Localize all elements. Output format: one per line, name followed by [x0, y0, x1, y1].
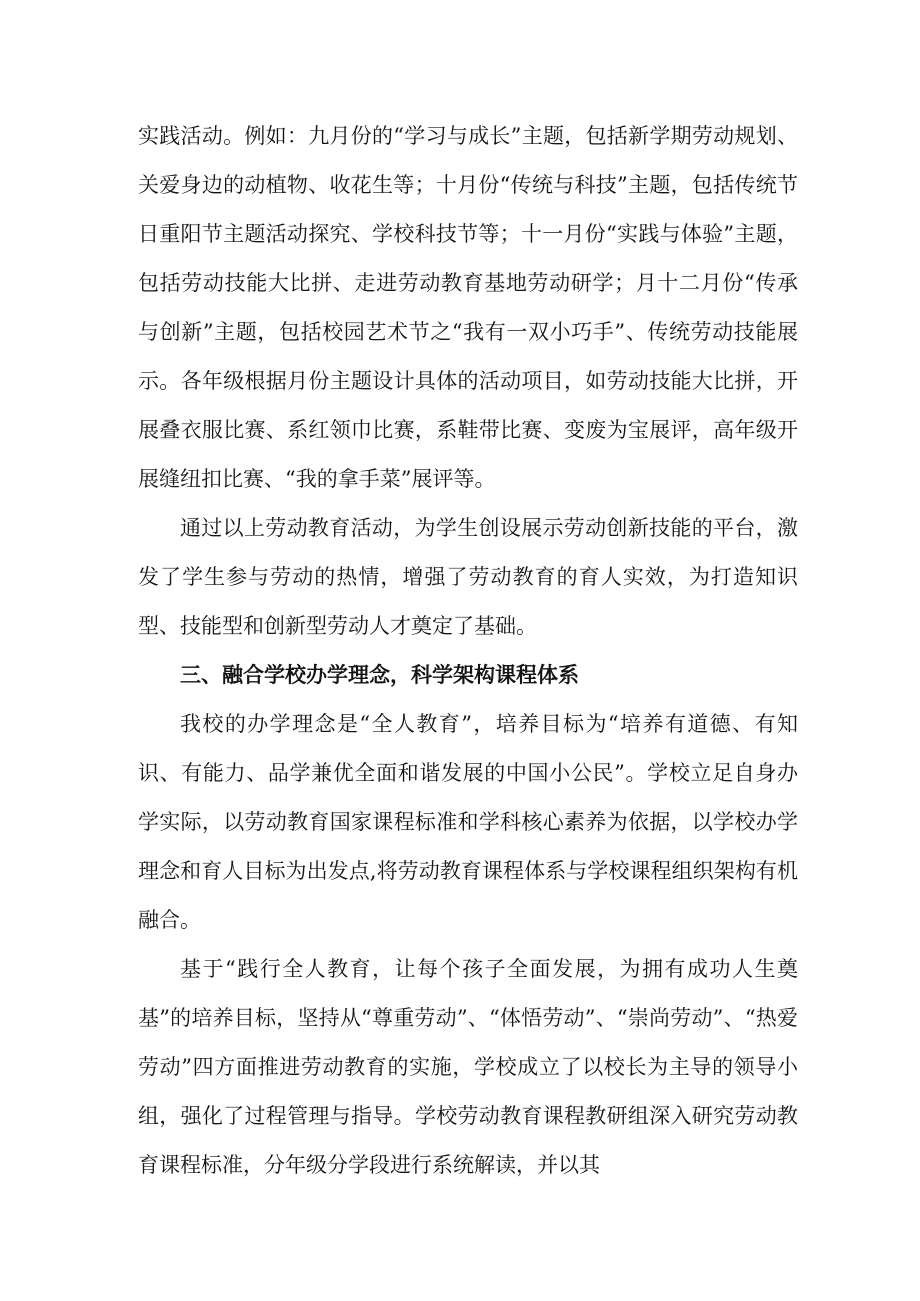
paragraph-training-goals: 基于“践行全人教育，让每个孩子全面发展，为拥有成功人生奠基”的培养目标，坚持从“尊重劳动”、“体悟劳动”、“崇尚劳动”、“热爱劳动”四方面推进劳动教育的实施，学校成立了以校长为主导的领导小组，强化了过程管理与指导。学校劳动教育课程教研组深入研究劳动教育课程标准，分年级分学段进行系统解读，并以其 [138, 957, 798, 1177]
paragraph-school-philosophy: 我校的办学理念是“全人教育”，培养目标为“培养有道德、有知识、有能力、品学兼优全面和谐发展的中国小公民”。学校立足自身办学实际，以劳动教育国家课程标准和学科核心素养为依据，以学校办学理念和育人目标为出发点,将劳动教育课程体系与学校课程组织架构有机融合。 [138, 712, 798, 932]
document-body [138, 112, 798, 1190]
paragraph-monthly-activities: 实践活动。例如：九月份的“学习与成长”主题，包括新学期劳动规划、关爱身边的动植物、收花生等；十月份“传统与科技”主题，包括传统节日重阳节主题活动探究、学校科技节等；十一月份“实践与体验”主题，包括劳动技能大比拼、走进劳动教育基地劳动研学；月十二月份“传承与创新”主题，包括校园艺术节之“我有一双小巧手”、传统劳动技能展示。各年级根据月份主题设计具体的活动项目，如劳动技能大比拼，开展叠衣服比赛、系红领巾比赛，系鞋带比赛、变废为宝展评，高年级开展缝纽扣比赛、“我的拿手菜”展评等。 [138, 124, 798, 491]
paragraph-activity-results: 通过以上劳动教育活动，为学生创设展示劳动创新技能的平台，激发了学生参与劳动的热情，增强了劳动教育的育人实效，为打造知识型、技能型和创新型劳动人才奠定了基础。 [138, 516, 798, 638]
section-heading-3: 三、融合学校办学理念，科学架构课程体系 [180, 663, 579, 687]
